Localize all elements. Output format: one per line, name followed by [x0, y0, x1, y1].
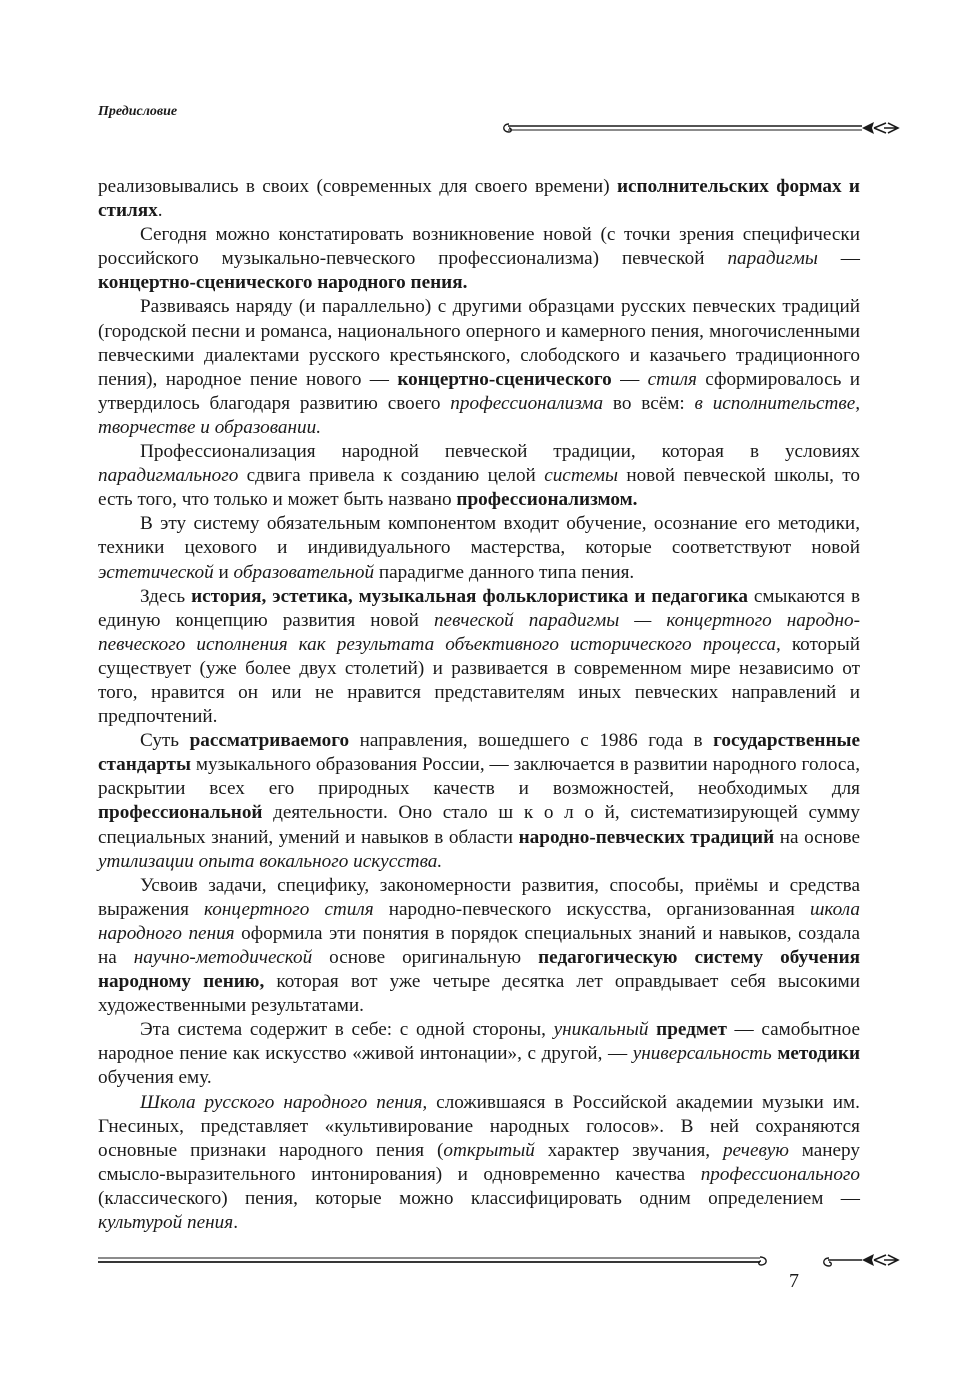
text-run: деятельности. Оно стало ш к о л о й, систематизирующей сумму специальных знаний, умений и навыков в области [98, 802, 860, 848]
text-run: оформила эти понятия в порядок специальных знаний и навыков, создала на [98, 922, 860, 968]
text-run: и [213, 561, 234, 583]
text-run: концертного стиля [204, 898, 374, 920]
text-run: манеру смысло-выразительного интонирования) и одновременно качества [98, 1139, 860, 1185]
text-run: исполнительских формах и стилях [98, 176, 860, 222]
text-run: Сегодня можно констатировать возникновение новой (с точки зрения специфически российского музыкально-певческого профессионализма) певческой [98, 224, 860, 270]
text-run: профессионализма [450, 392, 604, 414]
paragraph [98, 440, 860, 512]
text-run: новой певческой школы, то есть того, что только и может быть названо [98, 465, 860, 511]
text-run: основе оригинальную [312, 947, 539, 968]
text-run: направления, вошедшего с 1986 года в [349, 730, 714, 752]
text-run: музыкального образования России, — заключается в развитии народного голоса, раскрытии всех его природных качеств и возможностей, необходимых для [98, 754, 860, 800]
text-run: В эту систему обязательным компонентом входит обучение, осознание его методики, техники цехового и индивидуального мастерства, которые соответствуют новой [98, 513, 860, 559]
text-run: образовательной [233, 561, 375, 583]
text-run: государственные стандарты [98, 730, 860, 776]
text-run: открытый [443, 1139, 535, 1161]
text-run: парадигмы [727, 248, 818, 270]
text-run: Профессионализация народной певческой традиции, которая в условиях [140, 441, 860, 463]
paragraph [98, 585, 860, 730]
text-run: сложившаяся в Российской академии музыки им. Гнесиных, представляет «культивирование народных голосов». В ней сохраняются основные признаки народного пения ( [98, 1091, 860, 1161]
text-run: Школа русского народного пения, [140, 1091, 428, 1113]
text-run [649, 1019, 657, 1040]
text-run: предмет [656, 1019, 727, 1041]
paragraph [98, 1018, 860, 1090]
text-run: речевую [722, 1139, 789, 1161]
text-run: смыкаются в единую концепцию развития новой [98, 585, 861, 631]
paragraph [98, 175, 860, 223]
text-run: во всём: [603, 392, 695, 414]
paragraph [98, 1091, 860, 1236]
paragraph [98, 874, 860, 1019]
text-run: культурой пения [98, 1212, 234, 1234]
text-run: — [611, 368, 648, 390]
text-run: — [817, 248, 860, 270]
text-run: Эта система содержит в себе: с одной стороны, [140, 1019, 554, 1041]
text-run: педагогическую систему обучения народному пению, [98, 947, 861, 993]
text-run: Суть [140, 730, 190, 752]
text-run: народно-певческого искусства, организованная [373, 898, 810, 920]
paragraph [98, 729, 860, 874]
text-run: . [233, 1212, 238, 1234]
text-run: методики [777, 1043, 860, 1065]
text-run: рассматриваемого [189, 730, 350, 752]
text-run: универсальность [632, 1043, 772, 1065]
text-run: концертно-сценического [397, 368, 612, 390]
paragraph [98, 512, 860, 584]
text-run: парадигмального [98, 465, 239, 487]
text-run: на основе [774, 826, 861, 848]
text-run: народно-певческих традиций [518, 826, 775, 848]
text-run: характер звучания, [534, 1139, 723, 1161]
text-run: которая вот уже четыре десятка лет оправдывает себя высокими художественными результатами. [98, 971, 861, 1017]
page-number: 7 [789, 1270, 799, 1292]
text-run: в исполнительстве, творчестве и образовании. [98, 392, 861, 438]
paragraph [98, 223, 860, 295]
text-run: уникальный [553, 1019, 649, 1041]
text-run: профессионального [700, 1163, 860, 1185]
text-run: — самобытное народное пение как искусство «живой интонации», с другой, — [98, 1019, 861, 1065]
footer-ornament-rule [98, 1250, 900, 1274]
text-run: школа народного пения [98, 898, 860, 944]
text-run: , который существует (уже более двух столетий) и развивается в современном мире независимо от того, нравится он или не нравится представителям иных певческих направлений и предпочтений. [98, 633, 860, 728]
text-run: Здесь [140, 585, 192, 607]
text-run: обучения ему. [98, 1067, 212, 1089]
text-run: эстетической [98, 561, 214, 583]
body-text [98, 175, 860, 1235]
text-run: Развиваясь наряду (и параллельно) с другими образцами русских певческих традиций (городской песни и романса, национального оперного и камерного пения, многочисленными певческими диалектами русского крестьянского, слободского и казачьего традиционного пения), народное пение нового — [98, 296, 860, 390]
running-header: Предисловие [98, 104, 178, 119]
text-run: парадигме данного типа пения. [374, 561, 635, 583]
text-run: (классического) пения, которые можно классифицировать одним определением — [98, 1187, 860, 1209]
text-run: утилизации опыта вокального искусства. [98, 850, 443, 872]
text-run: профессионализмом. [456, 489, 638, 511]
text-run: Усвоив задачи, специфику, закономерности развития, способы, приёмы и средства выражения [98, 874, 860, 920]
header-ornament-rule [500, 119, 900, 137]
paragraph [98, 295, 860, 440]
text-run: научно-методической [133, 947, 313, 968]
text-run: певческой парадигмы — концертного народно-певческого исполнения как результата объективного исторического процесса [98, 609, 860, 655]
text-run: системы [544, 465, 618, 487]
text-run: история, эстетика, музыкальная фольклористика и педагогика [191, 585, 748, 607]
text-run: сдвига привела к созданию целой [238, 465, 545, 487]
text-run: концертно-сценического народного пения. [98, 272, 468, 294]
text-run: сформировалось и утвердилось благодаря развитию своего [98, 368, 860, 414]
text-run: реализовывались в своих (современных для своего времени) [98, 176, 617, 197]
text-run: . [157, 200, 163, 222]
text-run: профессиональной [98, 802, 263, 824]
text-run: стиля [647, 368, 697, 390]
